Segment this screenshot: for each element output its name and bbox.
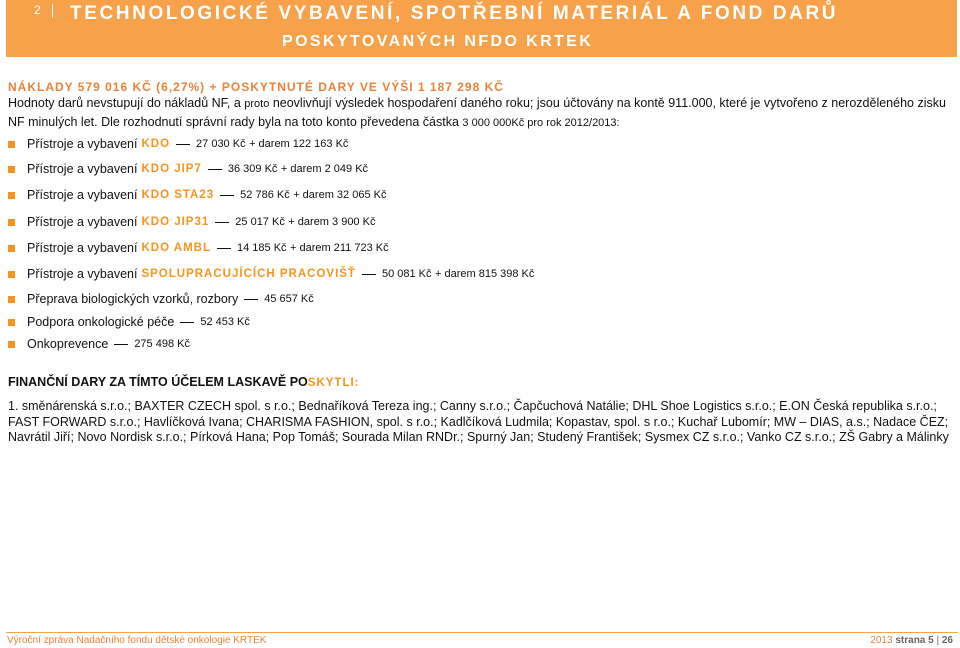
footer-report-title: Výroční zpráva Nadačního fondu dětské onkologie KRTEK (7, 635, 267, 646)
dash-icon (244, 299, 258, 300)
item-department: KDO JIP31 (141, 216, 210, 228)
footer-divider (6, 632, 958, 633)
dash-icon (362, 274, 376, 275)
list-item (8, 266, 534, 282)
footer-separator: | (936, 635, 940, 646)
footer-page-total: 26 (941, 635, 953, 646)
dash-icon (217, 248, 231, 249)
footer-year: 2013 (870, 635, 893, 646)
donors-heading-main: FINANČNÍ DARY ZA TÍMTO ÚČELEM LASKAVĚ PO (8, 375, 308, 389)
item-amount: 275 498 Kč (134, 338, 190, 350)
item-department: KDO (141, 138, 171, 150)
intro-text-1: Hodnoty darů nevstupují do nákladů NF, a (8, 96, 245, 110)
list-item (8, 187, 386, 203)
item-prefix: Přístroje a vybavení (27, 188, 138, 202)
intro-text-2: neovlivňují výsledek hospodaření daného roku; jsou účtovány na kontě 911.000, které je vytvořeno z nerozděleného zisku NF minulých let. Dle rozhodnutí správní rady byla na toto konto převedena částka (8, 96, 946, 129)
donors-heading (8, 375, 360, 389)
list-item (8, 214, 375, 230)
item-prefix: Přístroje a vybavení (27, 162, 138, 176)
item-amount: 45 657 Kč (264, 293, 314, 305)
dash-icon (220, 195, 234, 196)
chapter-subtitle: POSKYTOVANÝCH NFDO KRTEK (282, 33, 594, 50)
item-amount: 52 786 Kč (240, 189, 290, 201)
footer-page-info (870, 635, 953, 646)
item-prefix: Onkoprevence (27, 337, 109, 351)
chapter-banner (6, 0, 957, 57)
intro-text-2-small: 3 000 000Kč pro rok 2012/2013: (462, 116, 620, 129)
chapter-number: 2 (34, 3, 41, 17)
item-amount: 52 453 Kč (200, 316, 250, 328)
item-department: KDO AMBL (141, 242, 212, 254)
bullet-icon (8, 219, 15, 226)
item-department: SPOLUPRACUJÍCÍCH PRACOVIŠŤ (141, 268, 356, 280)
bullet-icon (8, 166, 15, 173)
item-prefix: Přístroje a vybavení (27, 137, 138, 151)
item-gift: + darem 32 065 Kč (293, 189, 387, 201)
item-gift: + darem 122 163 Kč (249, 138, 349, 150)
item-amount: 27 030 Kč (196, 138, 246, 150)
list-item (8, 336, 190, 352)
bullet-icon (8, 296, 15, 303)
chapter-title: TECHNOLOGICKÉ VYBAVENÍ, SPOTŘEBNÍ MATERIÁL A FOND DARŮ (70, 3, 839, 24)
intro-text-1-small: proto (244, 98, 270, 110)
banner-divider (52, 4, 53, 18)
item-gift: + darem 2 049 Kč (280, 163, 369, 175)
item-amount: 36 309 Kč (227, 163, 278, 175)
footer-page-label: strana 5 (895, 635, 934, 646)
item-department: KDO JIP7 (141, 163, 202, 175)
dash-icon (114, 344, 128, 345)
donors-heading-tail: SKYTLI: (307, 377, 360, 389)
list-item (8, 240, 389, 256)
intro-paragraph (8, 95, 958, 132)
item-prefix: Podpora onkologické péče (27, 315, 175, 329)
item-department: KDO STA23 (141, 189, 215, 201)
item-gift: + darem 815 398 Kč (435, 268, 535, 280)
bullet-icon (8, 271, 15, 278)
item-amount: 50 081 Kč (381, 268, 432, 280)
dash-icon (208, 169, 222, 170)
item-prefix: Přístroje a vybavení (27, 241, 138, 255)
bullet-icon (8, 319, 15, 326)
dash-icon (215, 222, 229, 223)
item-gift: + darem 3 900 Kč (288, 216, 376, 228)
item-amount: 14 185 Kč (237, 242, 287, 254)
donors-list: 1. směnárenská s.r.o.; BAXTER CZECH spol. s r.o.; Bednaříková Tereza ing.; Canny s.r.o.; Čapčuchová Natálie; DHL Shoe Logistics s.r.o.; E.ON Česká republika s.r.o.; FAST FORWARD s.r.o.; Havlíčková Ivana; CHARISMA FASHION, spol. s r.o.; Kadlčíková Ludmila; Kopastav, spol. s r.o.; Kuchař Lubomír; MW – DIAS, a.s.; Nadace ČEZ; Navrátil Jiří; Novo Nordisk s.r.o.; Pírková Hana; Pop Tomáš; Sourada Milan RNDr.; Spurný Jan; Studený František; Sysmex CZ s.r.o.; Vanko CZ s.r.o.; ZŠ Gabry a Málinky (8, 399, 949, 444)
dash-icon (180, 322, 194, 323)
bullet-icon (8, 341, 15, 348)
item-prefix: Přístroje a vybavení (27, 267, 138, 281)
item-gift: + darem 211 723 Kč (290, 242, 389, 254)
list-item (8, 136, 348, 152)
bullet-icon (8, 192, 15, 199)
bullet-icon (8, 141, 15, 148)
list-item (8, 161, 368, 177)
section-heading: NÁKLADY 579 016 KČ (6,27%) + POSKYTNUTÉ DARY VE VÝŠI 1 187 298 KČ (8, 80, 504, 94)
dash-icon (176, 144, 190, 145)
list-item (8, 314, 250, 330)
bullet-icon (8, 245, 15, 252)
item-prefix: Přístroje a vybavení (27, 215, 138, 229)
list-item (8, 291, 314, 307)
item-prefix: Přeprava biologických vzorků, rozbory (27, 292, 239, 306)
item-amount: 25 017 Kč (235, 216, 285, 228)
